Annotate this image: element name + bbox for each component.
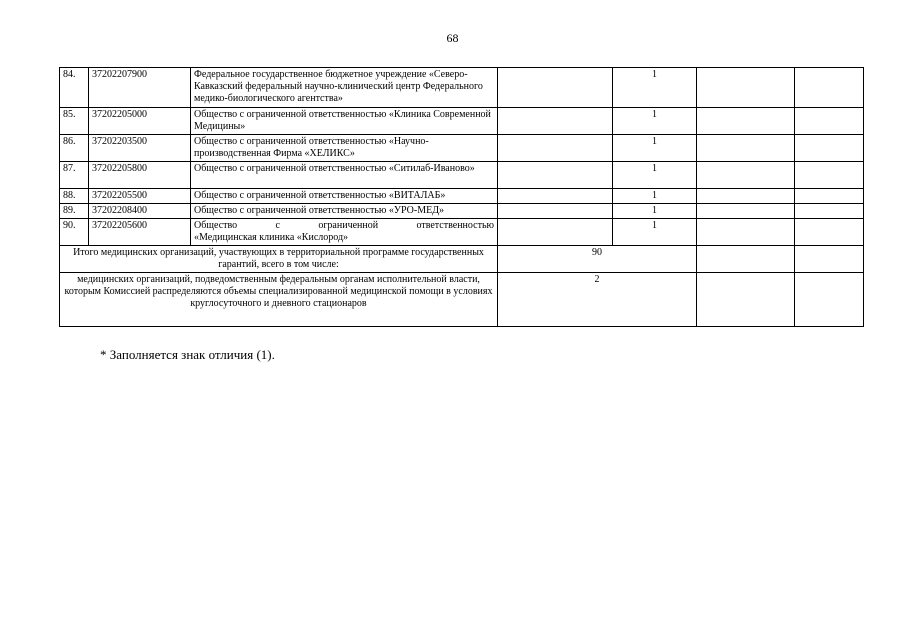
row-mark: 1 — [613, 204, 697, 219]
row-mark: 1 — [613, 135, 697, 162]
summary-total-value: 90 — [498, 246, 697, 273]
row-cell-empty — [498, 68, 613, 108]
row-cell-empty — [697, 204, 795, 219]
row-number: 87. — [60, 162, 89, 189]
summary-row-federal — [60, 273, 864, 327]
row-cell-empty — [697, 108, 795, 135]
table-row — [60, 135, 864, 162]
footnote: * Заполняется знак отличия (1). — [100, 347, 275, 362]
row-cell-empty — [498, 162, 613, 189]
table-row — [60, 204, 864, 219]
row-code: 37202205600 — [89, 219, 191, 246]
row-cell-empty — [498, 219, 613, 246]
row-number: 89. — [60, 204, 89, 219]
row-number: 84. — [60, 68, 89, 108]
row-mark: 1 — [613, 108, 697, 135]
summary-federal-label: медицинских организаций, подведомственным федеральным органам исполнительной власти, которым Комиссией распределяются объемы специализированной медицинской помощи в условиях круглосуточного и дневного стационаров — [60, 273, 498, 327]
row-code: 37202207900 — [89, 68, 191, 108]
row-cell-empty — [697, 189, 795, 204]
row-cell-empty — [697, 162, 795, 189]
row-mark: 1 — [613, 189, 697, 204]
row-cell-empty — [697, 273, 795, 327]
row-organization-name — [191, 219, 498, 246]
row-cell-empty — [697, 246, 795, 273]
row-code: 37202205500 — [89, 189, 191, 204]
summary-row-total — [60, 246, 864, 273]
row-mark: 1 — [613, 219, 697, 246]
row-number: 88. — [60, 189, 89, 204]
row-cell-empty — [498, 135, 613, 162]
summary-total-label: Итого медицинских организаций, участвующих в территориальной программе государственных гарантий, всего в том числе: — [60, 246, 498, 273]
table-row — [60, 219, 864, 246]
row-organization-name: Общество с ограниченной ответственностью «Ситилаб-Иваново» — [191, 162, 498, 189]
row-number: 85. — [60, 108, 89, 135]
row-cell-empty — [498, 204, 613, 219]
row-organization-name-line1: Общество с ограниченной ответственностью — [194, 220, 494, 231]
row-cell-empty — [795, 108, 864, 135]
row-cell-empty — [697, 219, 795, 246]
row-code: 37202205800 — [89, 162, 191, 189]
table-row — [60, 68, 864, 108]
row-number: 86. — [60, 135, 89, 162]
table-row — [60, 189, 864, 204]
row-code: 37202203500 — [89, 135, 191, 162]
row-mark: 1 — [613, 68, 697, 108]
row-organization-name-line2: «Медицинская клиника «Кислород» — [194, 232, 349, 243]
row-cell-empty — [498, 108, 613, 135]
summary-federal-value: 2 — [498, 273, 697, 327]
row-cell-empty — [795, 273, 864, 327]
row-cell-empty — [697, 135, 795, 162]
table-row — [60, 108, 864, 135]
row-cell-empty — [795, 162, 864, 189]
row-mark: 1 — [613, 162, 697, 189]
row-number: 90. — [60, 219, 89, 246]
row-cell-empty — [697, 68, 795, 108]
page-number: 68 — [446, 31, 459, 45]
row-organization-name: Общество с ограниченной ответственностью «ВИТАЛАБ» — [191, 189, 498, 204]
row-cell-empty — [795, 204, 864, 219]
row-cell-empty — [795, 68, 864, 108]
row-cell-empty — [498, 189, 613, 204]
row-cell-empty — [795, 219, 864, 246]
row-code: 37202208400 — [89, 204, 191, 219]
row-code: 37202205000 — [89, 108, 191, 135]
table-row — [60, 162, 864, 189]
row-cell-empty — [795, 135, 864, 162]
organizations-table — [59, 67, 864, 327]
row-organization-name: Общество с ограниченной ответственностью «УРО-МЕД» — [191, 204, 498, 219]
row-organization-name: Общество с ограниченной ответственностью «Клиника Современной Медицины» — [191, 108, 498, 135]
row-cell-empty — [795, 246, 864, 273]
row-organization-name: Федеральное государственное бюджетное учреждение «Северо-Кавказский федеральный научно-клинический центр Федерального медико-биологического агентства» — [191, 68, 498, 108]
row-cell-empty — [795, 189, 864, 204]
row-organization-name: Общество с ограниченной ответственностью «Научно-производственная Фирма «ХЕЛИКС» — [191, 135, 498, 162]
